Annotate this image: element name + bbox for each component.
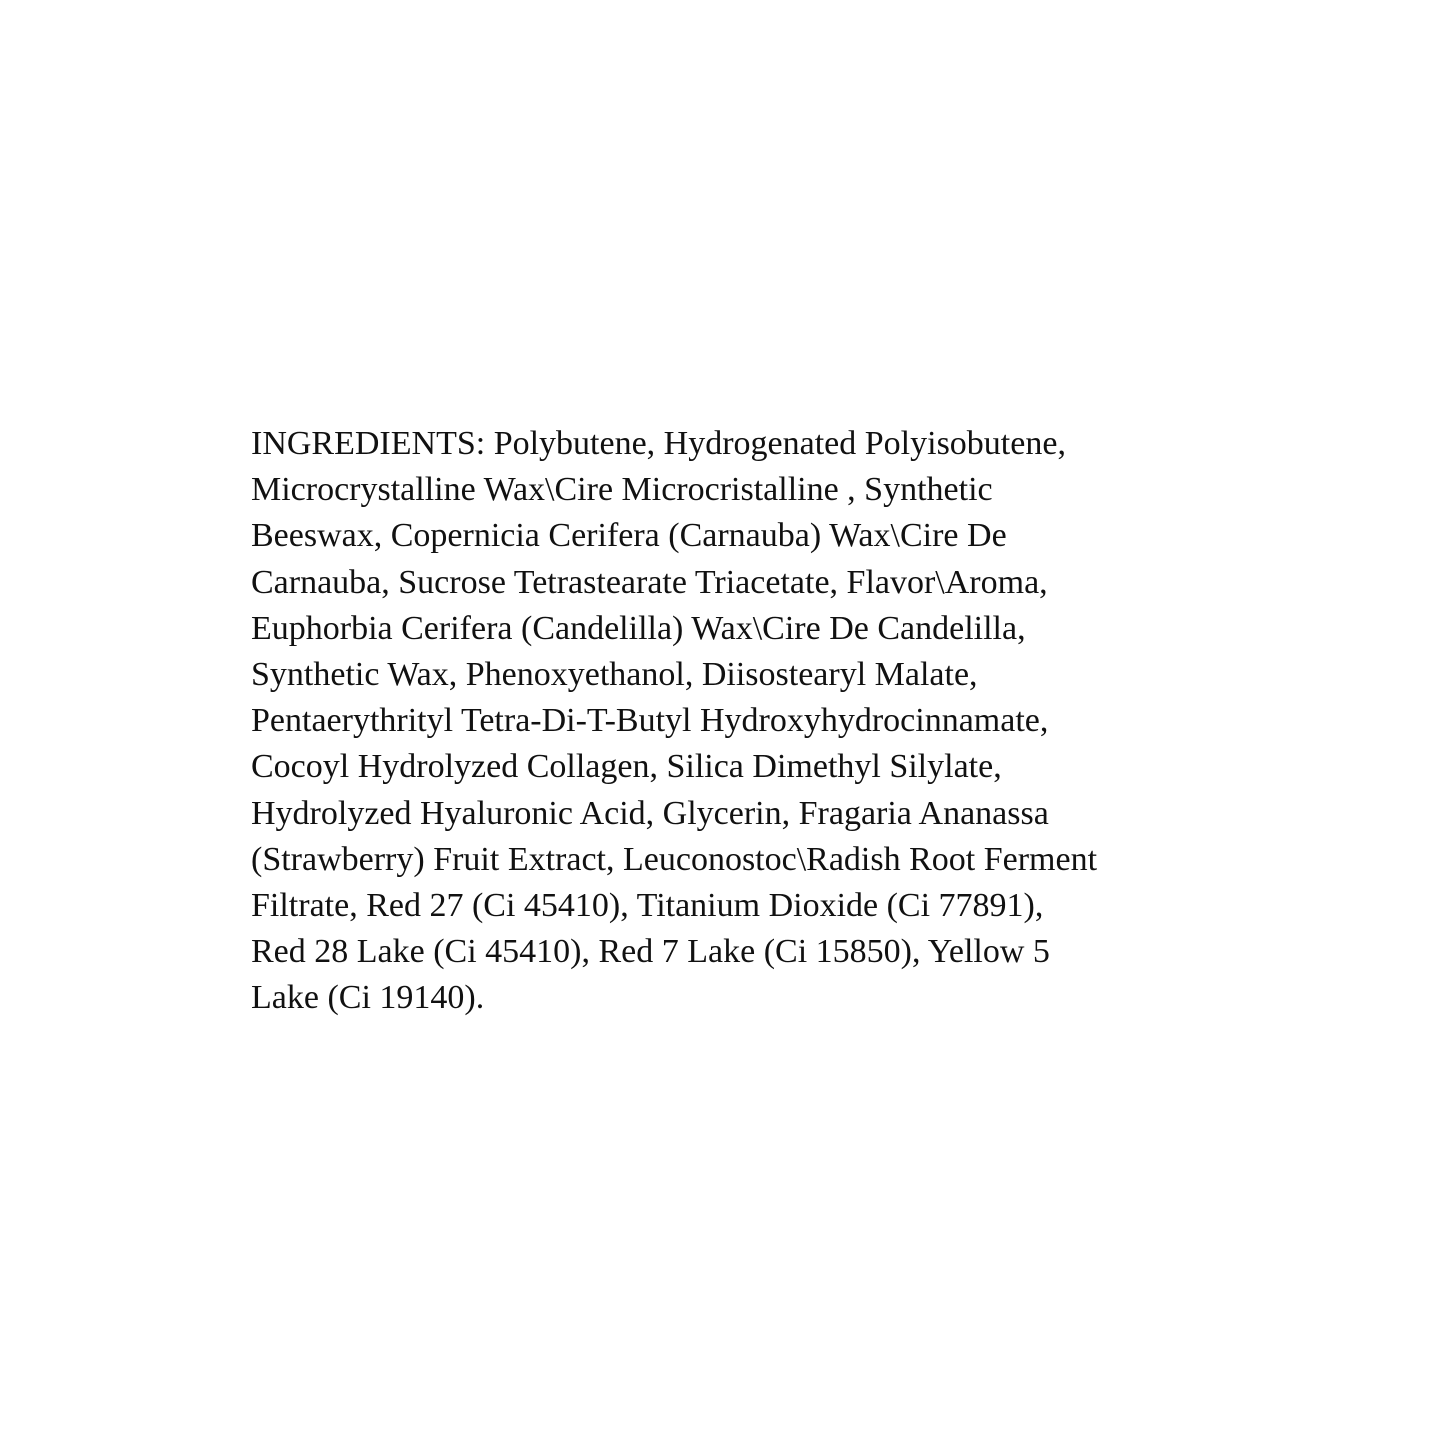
ingredients-line: Carnauba, Sucrose Tetrastearate Triacetate, Flavor\Aroma,: [251, 563, 1048, 601]
ingredients-line: Red 28 Lake (Ci 45410), Red 7 Lake (Ci 15850), Yellow 5: [251, 933, 1050, 971]
ingredients-line: INGREDIENTS: Polybutene, Hydrogenated Polyisobutene,: [251, 425, 1066, 462]
ingredients-text: [251, 421, 1251, 1022]
ingredients-line: Hydrolyzed Hyaluronic Acid, Glycerin, Fragaria Ananassa: [251, 794, 1049, 832]
ingredients-line: Synthetic Wax, Phenoxyethanol, Diisostearyl Malate,: [251, 656, 978, 694]
ingredients-line: Lake (Ci 19140).: [251, 979, 485, 1017]
ingredients-line: Euphorbia Cerifera (Candelilla) Wax\Cire De Candelilla,: [251, 609, 1026, 647]
ingredients-line: Beeswax, Copernicia Cerifera (Carnauba) Wax\Cire De: [251, 517, 1007, 555]
ingredients-line: Cocoyl Hydrolyzed Collagen, Silica Dimethyl Silylate,: [251, 748, 1002, 786]
ingredients-line: Pentaerythrityl Tetra-Di-T-Butyl Hydroxyhydrocinnamate,: [251, 702, 1049, 740]
ingredients-line: Microcrystalline Wax\Cire Microcristalline , Synthetic: [251, 471, 993, 509]
ingredients-line: Filtrate, Red 27 (Ci 45410), Titanium Dioxide (Ci 77891),: [251, 887, 1044, 925]
ingredients-line: (Strawberry) Fruit Extract, Leuconostoc\Radish Root Ferment: [251, 840, 1098, 878]
